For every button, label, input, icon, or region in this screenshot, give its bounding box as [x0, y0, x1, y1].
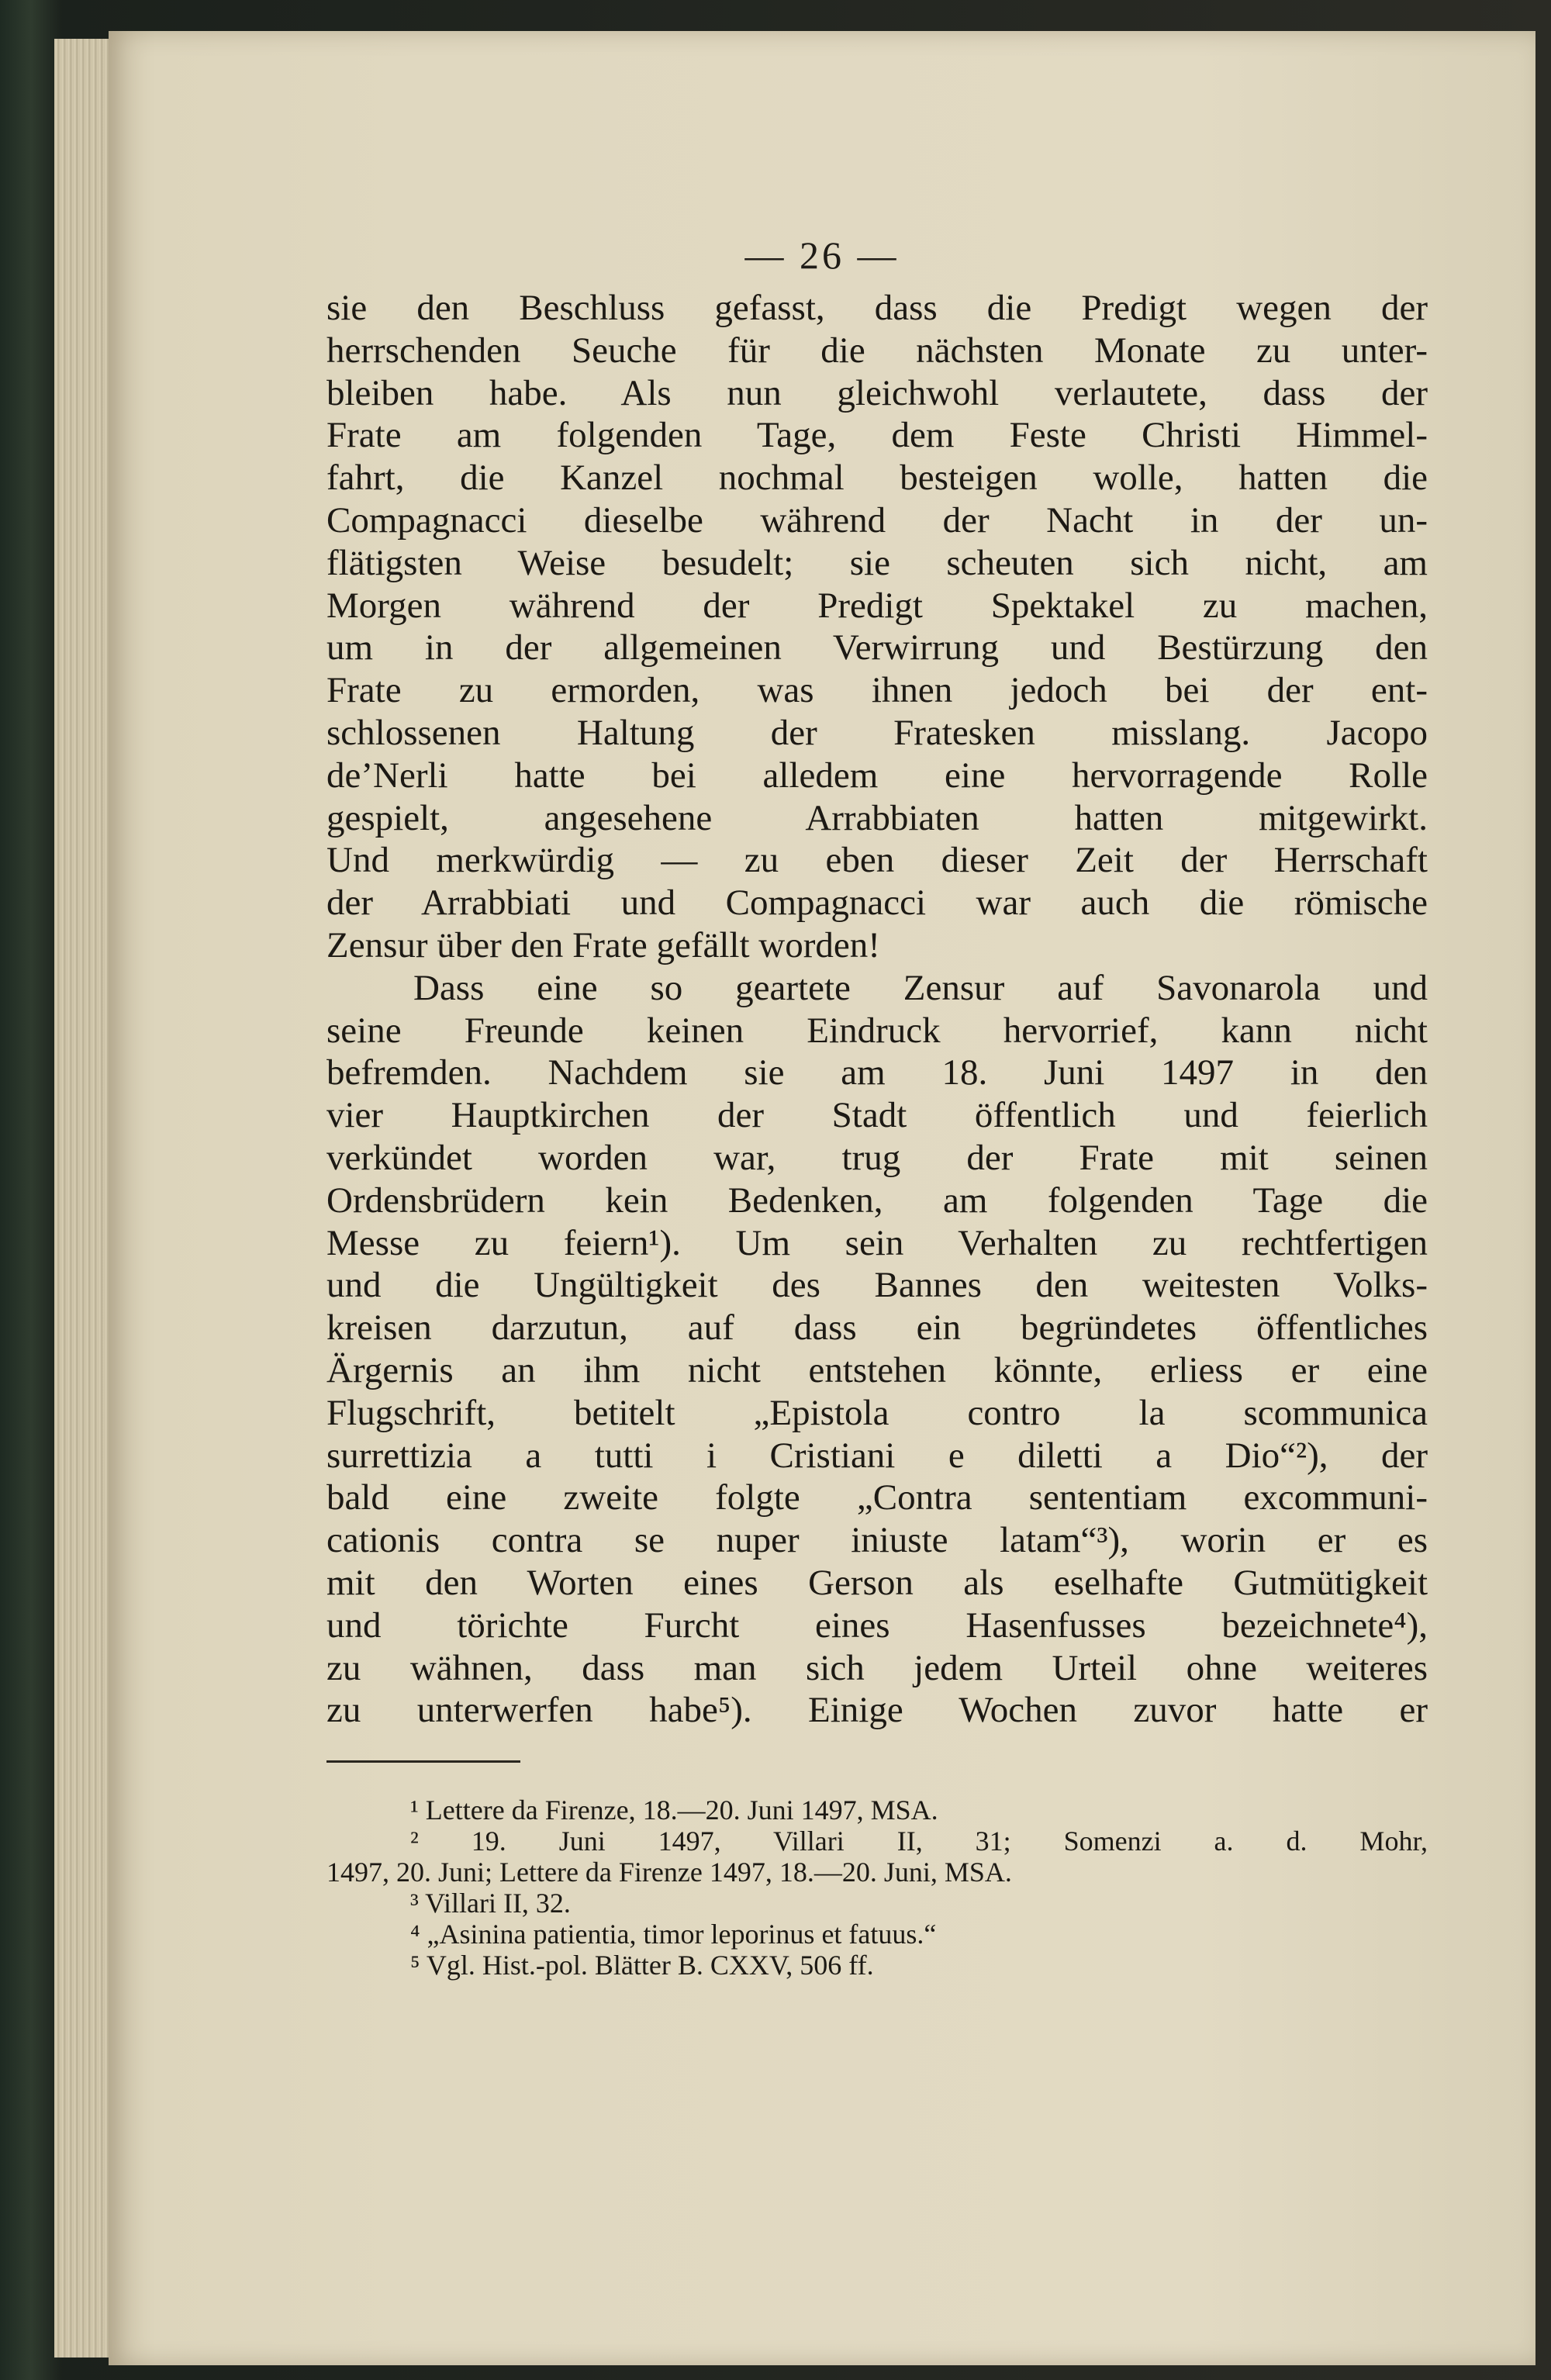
text-line: Zensur über den Frate gefällt worden! — [326, 924, 880, 965]
text-line: Compagnacci dieselbe während der Nacht in der un- — [326, 499, 1428, 541]
footnote-4: ⁴ „Asinina patientia, timor leporinus et fatuus.“ — [410, 1919, 937, 1950]
paragraph-start-line: Dass eine so geartete Zensur auf Savonarola und — [413, 967, 1428, 1008]
text-line: gespielt, angesehene Arrabbiaten hatten mitgewirkt. — [326, 797, 1428, 838]
text-line: Ärgernis an ihm nicht entstehen könnte, erliess er eine — [326, 1349, 1428, 1390]
footnote-2: ² 19. Juni 1497, Villari II, 31; Somenzi a. d. Mohr, — [410, 1826, 1428, 1857]
text-line: cationis contra se nuper iniuste latam“³), worin er es — [326, 1520, 1428, 1561]
text-line: seine Freunde keinen Eindruck hervorrief, kann nicht — [326, 1010, 1428, 1051]
footnotes — [326, 1794, 1428, 1981]
text-line: bald eine zweite folgte „Contra sententiam excommuni- — [326, 1477, 1428, 1518]
text-line: Messe zu feiern¹). Um sein Verhalten zu rechtfertigen — [326, 1222, 1428, 1263]
text-line: verkündet worden war, trug der Frate mit seinen — [326, 1137, 1428, 1178]
footnote-separator — [326, 1760, 520, 1763]
footnote-5: ⁵ Vgl. Hist.-pol. Blätter B. CXXV, 506 ff. — [410, 1950, 874, 1981]
text-line: zu wähnen, dass man sich jedem Urteil ohne weiteres — [326, 1647, 1428, 1688]
footnote-1: ¹ Lettere da Firenze, 18.—20. Juni 1497, MSA. — [410, 1794, 938, 1826]
text-line: vier Hauptkirchen der Stadt öffentlich und feierlich — [326, 1095, 1428, 1136]
text-line: mit den Worten eines Gerson als eselhafte Gutmütigkeit — [326, 1562, 1428, 1603]
text-line: zu unterwerfen habe⁵). Einige Wochen zuvor hatte er — [326, 1690, 1428, 1731]
text-line: herrschenden Seuche für die nächsten Monate zu unter- — [326, 330, 1428, 371]
text-line: flätigsten Weise besudelt; sie scheuten sich nicht, am — [326, 542, 1428, 583]
text-line: de’Nerli hatte bei alledem eine hervorragende Rolle — [326, 755, 1428, 796]
text-line: sie den Beschluss gefasst, dass die Predigt wegen der — [326, 288, 1428, 328]
text-line: Frate am folgenden Tage, dem Feste Christi Himmel- — [326, 415, 1428, 456]
text-line: und törichte Furcht eines Hasenfusses bezeichnete⁴), — [326, 1605, 1428, 1646]
text-line: Flugschrift, betitelt „Epistola contro la scommunica — [326, 1392, 1428, 1433]
text-line: Morgen während der Predigt Spektakel zu machen, — [326, 585, 1428, 626]
text-line: Und merkwürdig — zu eben dieser Zeit der Herrschaft — [326, 840, 1428, 881]
text-line: um in der allgemeinen Verwirrung und Bestürzung den — [326, 627, 1428, 668]
text-line: surrettizia a tutti i Cristiani e diletti a Dio“²), der — [326, 1435, 1428, 1476]
text-line: schlossenen Haltung der Fratesken misslang. Jacopo — [326, 712, 1428, 753]
footnote-3: ³ Villari II, 32. — [410, 1888, 571, 1919]
text-line: bleiben habe. Als nun gleichwohl verlautete, dass der — [326, 372, 1428, 413]
footnote-2-continued: 1497, 20. Juni; Lettere da Firenze 1497, 18.—20. Juni, MSA. — [326, 1857, 1012, 1888]
text-line: Frate zu ermorden, was ihnen jedoch bei der ent- — [326, 670, 1428, 711]
page-number: — 26 — — [744, 233, 900, 277]
text-line: und die Ungültigkeit des Bannes den weitesten Volks- — [326, 1265, 1428, 1306]
text-line: der Arrabbiati und Compagnacci war auch die römische — [326, 883, 1428, 924]
text-line: befremden. Nachdem sie am 18. Juni 1497 in den — [326, 1052, 1428, 1093]
text-line: Ordensbrüdern kein Bedenken, am folgenden Tage die — [326, 1180, 1428, 1221]
text-line: fahrt, die Kanzel nochmal besteigen wolle, hatten die — [326, 458, 1428, 499]
body-text — [326, 287, 1428, 1732]
text-line: kreisen darzutun, auf dass ein begründetes öffentliches — [326, 1307, 1428, 1349]
